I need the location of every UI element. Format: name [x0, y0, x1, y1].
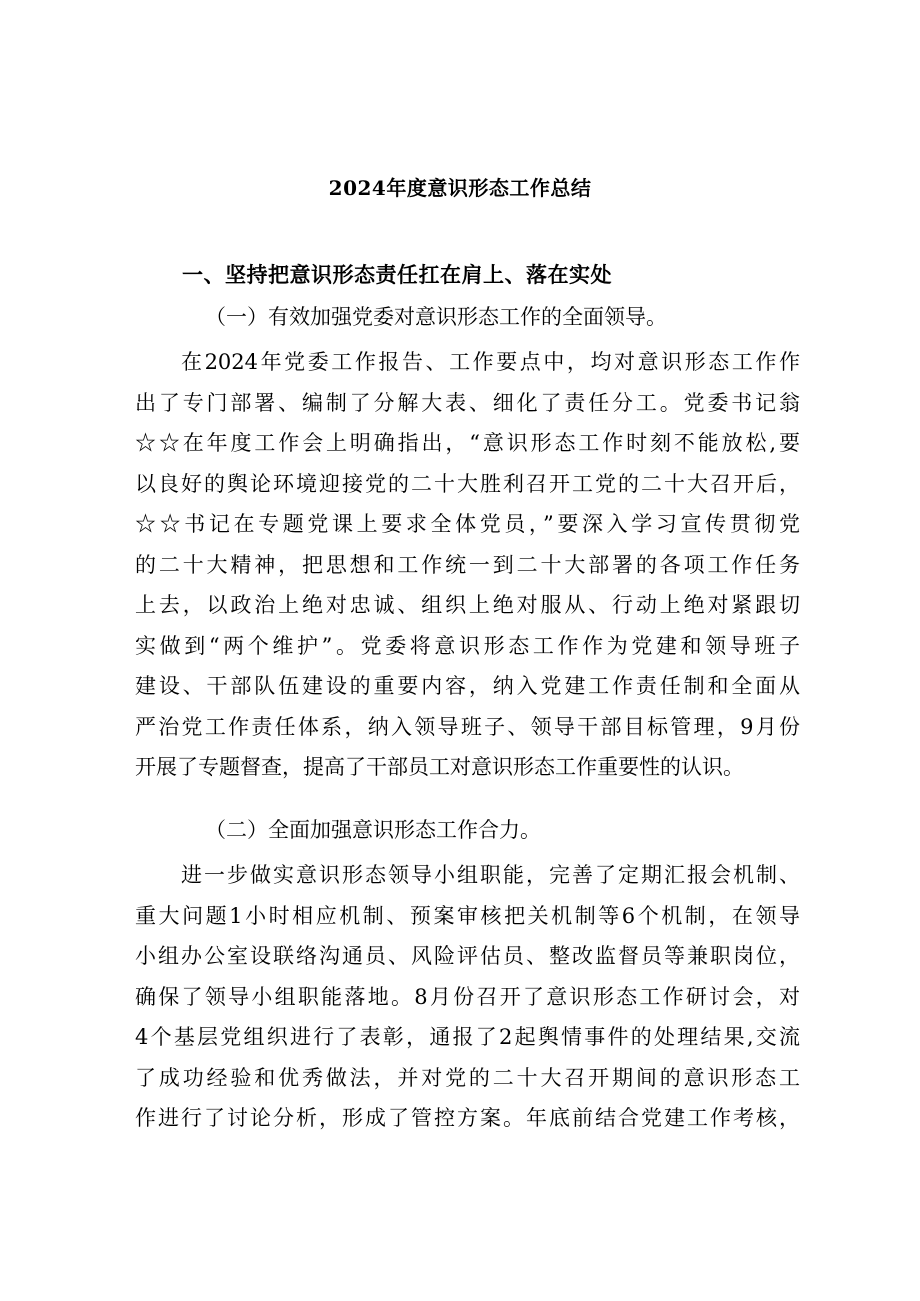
subsection-heading-1: （一）有效加强党委对意识形态工作的全面领导。	[205, 305, 667, 329]
paragraph-line: ☆☆在年度工作会上明确指出，“意识形态工作时刻不能放松,要	[135, 431, 800, 455]
paragraph-1	[135, 342, 800, 788]
paragraph-line: 了成功经验和优秀做法，并对党的二十大召开期间的意识形态工	[135, 1065, 800, 1090]
paragraph-line: 的二十大精神，把思想和工作统一到二十大部署的各项工作任务	[135, 552, 800, 577]
paragraph-line: 在2024年党委工作报告、工作要点中，均对意识形态工作作	[181, 350, 800, 374]
document-title: 2024年度意识形态工作总结	[328, 176, 592, 200]
paragraph-line: 作进行了讨论分析，形成了管控方案。年底前结合党建工作考核，	[135, 1106, 800, 1130]
paragraph-line: 以良好的舆论环境迎接党的二十大胜利召开工党的二十大召开后，	[135, 471, 800, 496]
paragraph-line: 确保了领导小组职能落地。8月份召开了意识形态工作研讨会，对	[135, 984, 800, 1009]
paragraph-line: 重大问题1小时相应机制、预案审核把关机制等6个机制，在领导	[135, 903, 800, 928]
paragraph-line: 建设、干部队伍建设的重要内容，纳入党建工作责任制和全面从	[135, 674, 800, 698]
paragraph-line: 开展了专题督查，提高了干部员工对意识形态工作重要性的认识。	[135, 755, 744, 779]
paragraph-line: 出了专门部署、编制了分解大表、细化了责任分工。党委书记翁	[135, 390, 800, 415]
paragraph-line: 4个基层党组织进行了表彰，通报了2起舆情事件的处理结果,交流	[135, 1025, 800, 1049]
paragraph-line: 实做到“两个维护”。党委将意识形态工作作为党建和领导班子	[135, 633, 800, 658]
paragraph-line: 严治党工作责任体系，纳入领导班子、领导干部目标管理，9月份	[135, 714, 800, 739]
paragraph-line: 小组办公室设联络沟通员、风险评估员、整改监督员等兼职岗位，	[135, 944, 800, 968]
paragraph-line: 进一步做实意识形态领导小组职能，完善了定期汇报会机制、	[181, 863, 800, 887]
paragraph-line: ☆☆书记在专题党课上要求全体党员，”要深入学习宣传贯彻党	[135, 512, 800, 536]
paragraph-2	[135, 855, 800, 1139]
section-heading: 一、坚持把意识形态责任扛在肩上、落在实处	[182, 262, 612, 287]
subsection-heading-2: （二）全面加强意识形态工作合力。	[205, 818, 541, 842]
paragraph-line: 上去，以政治上绝对忠诚、组织上绝对服从、行动上绝对紧跟切	[135, 593, 800, 617]
